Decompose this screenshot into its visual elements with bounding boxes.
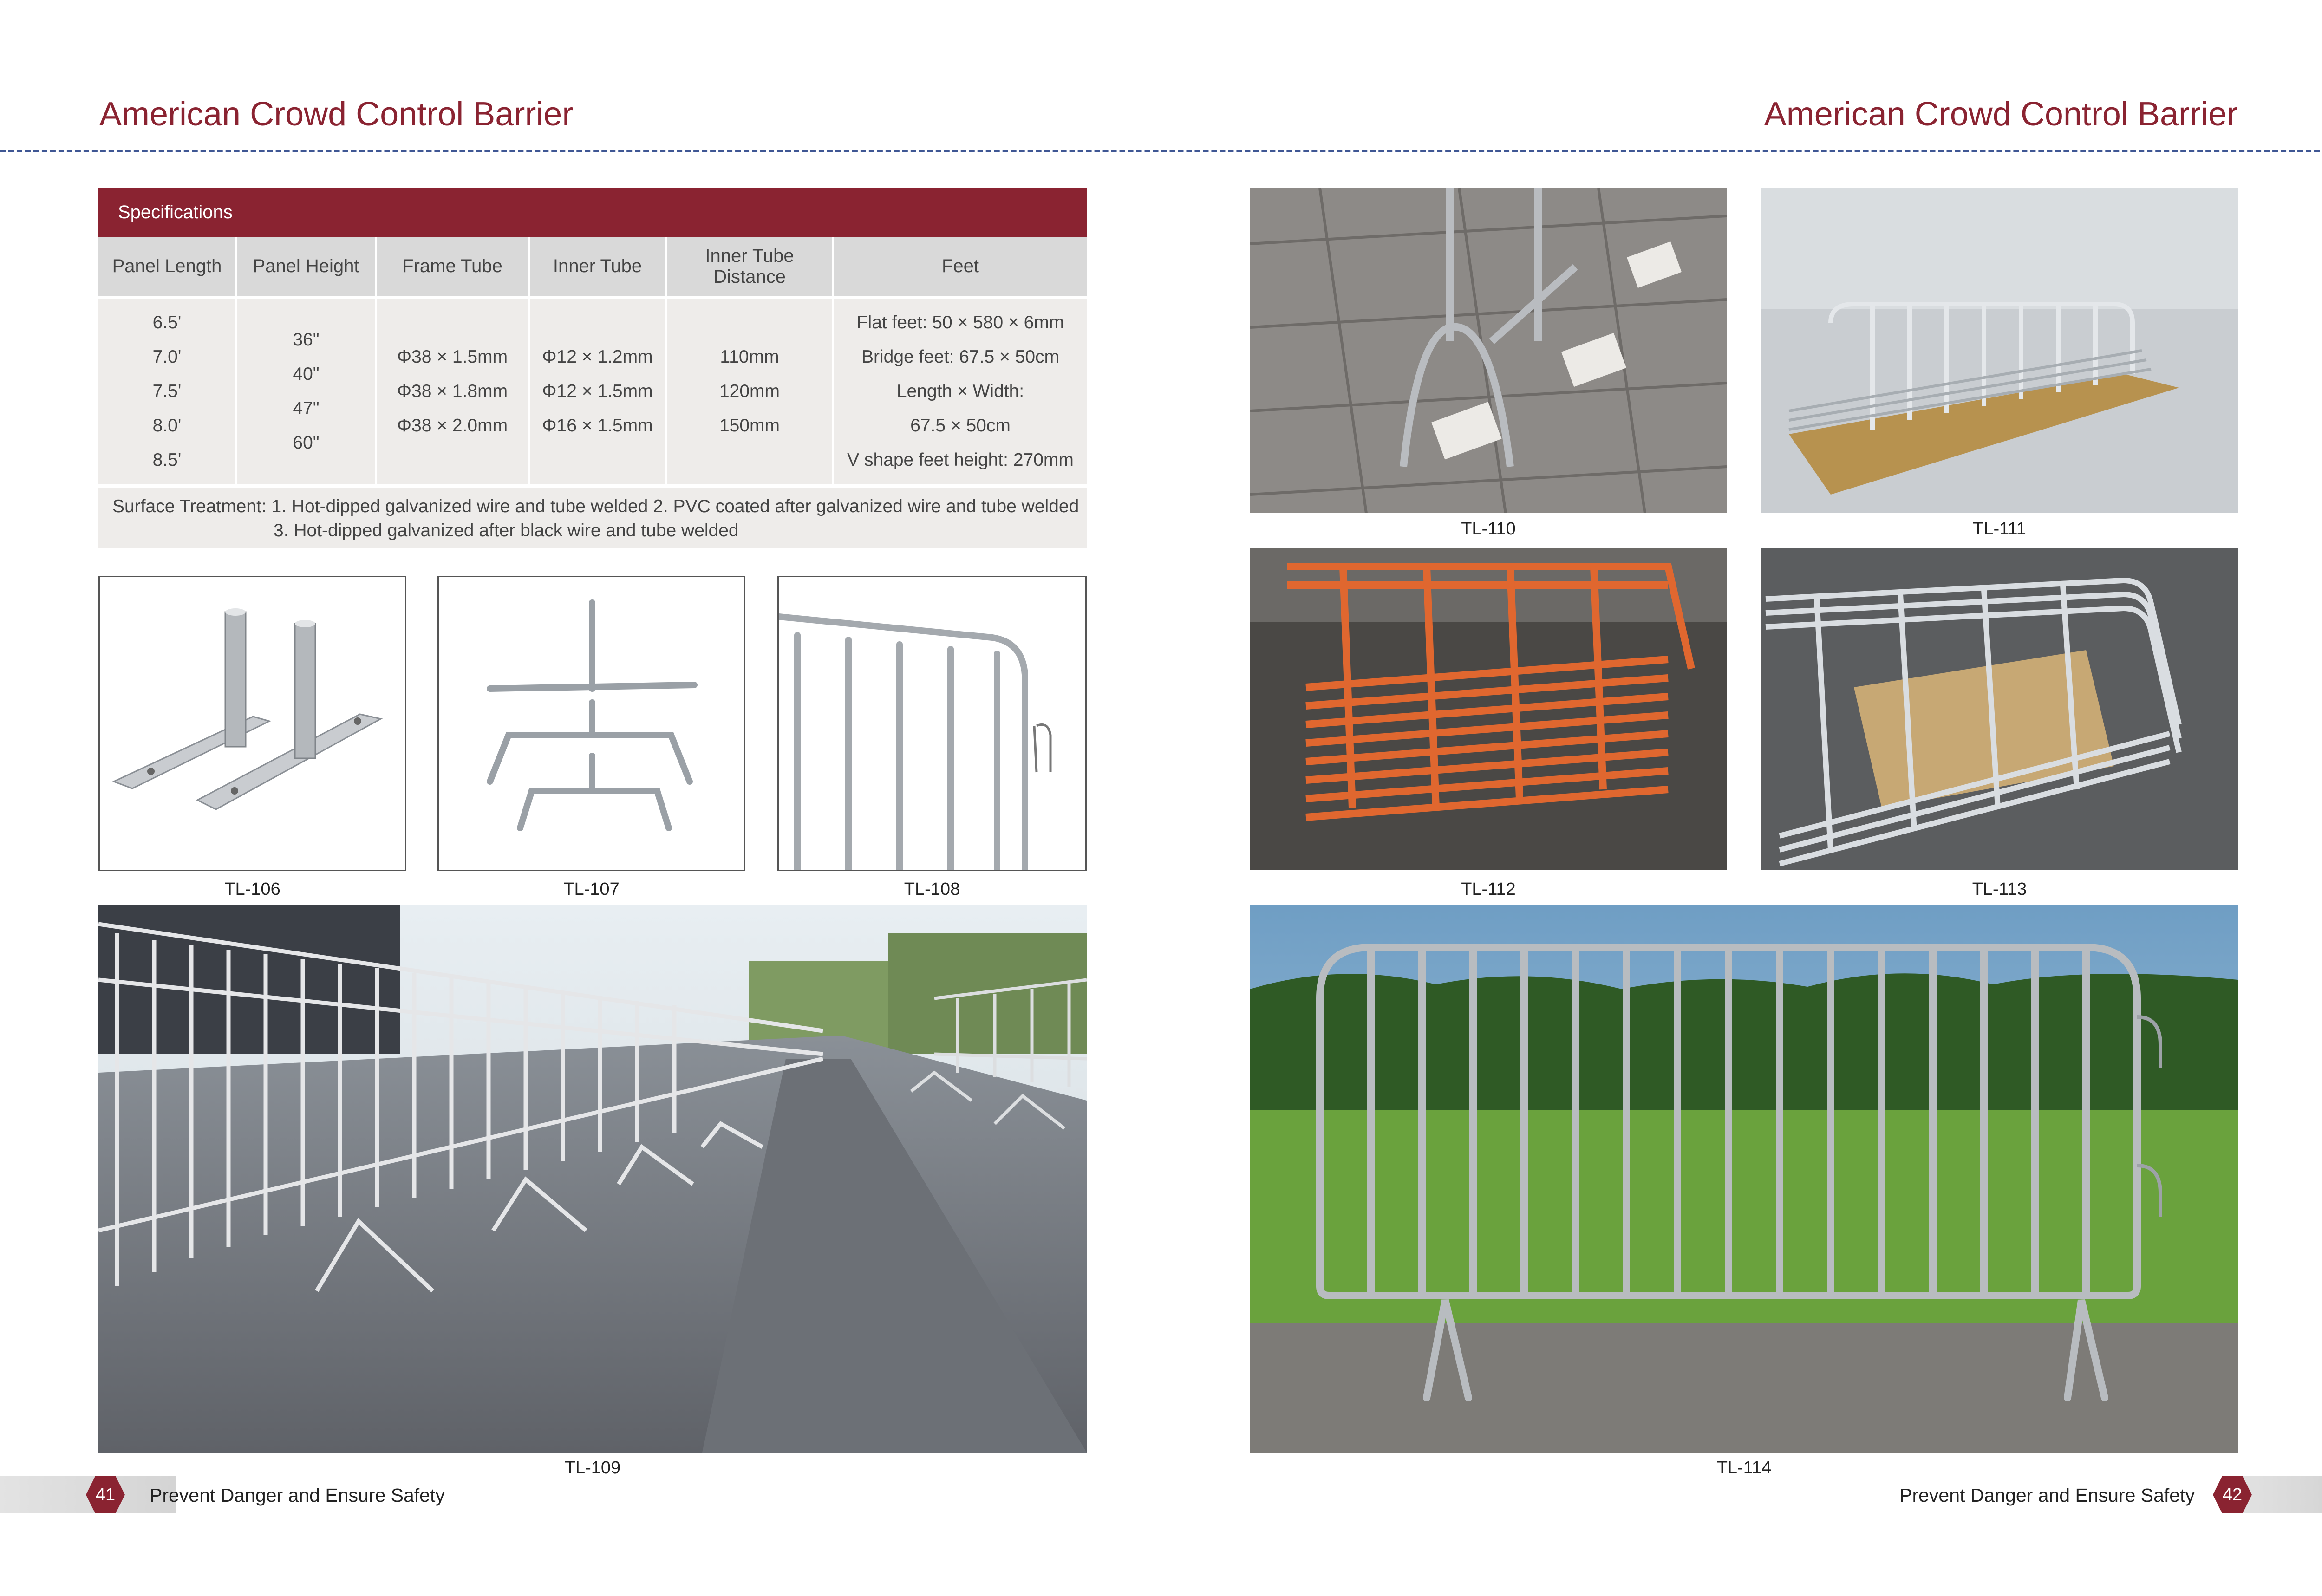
col-panel-length: Panel Length [98,237,236,297]
cell-panel-height [236,297,376,484]
caption-tl111: TL-111 [1973,519,2026,539]
spec-header-row [98,237,1087,297]
paving-barrier-photo [1250,188,1727,513]
col-inner-tube: Inner Tube [529,237,666,297]
bridge-feet-illustration [439,577,744,870]
product-photo-tl109 [98,905,1087,1453]
cell-inner-tube [529,297,666,484]
product-photo-tl110 [1250,188,1727,513]
feet-value: 67.5 × 50cm [910,416,1011,436]
product-photo-tl107 [437,576,745,871]
panel-length-value: 7.5' [152,381,182,401]
page-title-left: American Crowd Control Barrier [99,96,574,133]
panel-height-value: 40" [293,364,320,384]
panel-height-value: 47" [293,398,320,418]
product-photo-tl106 [98,576,406,871]
inner-tube-value: Φ12 × 1.2mm [542,347,653,367]
frame-tube-value: Φ38 × 1.5mm [397,347,508,367]
orange-barriers-photo [1250,548,1727,870]
page-number-right-text: 42 [2222,1485,2243,1505]
surface-treatment [98,484,1087,548]
inner-tube-value: Φ16 × 1.5mm [542,416,653,436]
feet-value: Length × Width: [896,381,1024,401]
col-inner-tube-distance: Inner Tube Distance [666,237,833,297]
product-photo-tl113 [1761,548,2238,870]
caption-tl113: TL-113 [1972,879,2027,899]
page-number-left-text: 41 [95,1485,116,1505]
page-title-right: American Crowd Control Barrier [1764,96,2238,133]
cell-inner-tube-distance [666,297,833,484]
col-feet: Feet [833,237,1087,297]
caption-tl107: TL-107 [563,879,620,899]
feet-value: V shape feet height: 270mm [847,450,1074,470]
cell-feet [833,297,1087,484]
feet-value: Bridge feet: 67.5 × 50cm [861,347,1059,367]
lawn-barrier-photo [1250,905,2238,1453]
caption-tl108: TL-108 [904,879,960,899]
footer-tagline-right: Prevent Danger and Ensure Safety [1899,1485,2195,1506]
panel-length-value: 6.5' [152,313,182,332]
spec-grid [98,237,1087,484]
galvanized-stack-photo [1761,548,2238,870]
feet-value: Flat feet: 50 × 580 × 6mm [856,313,1064,332]
col-panel-height: Panel Height [236,237,376,297]
specifications-table [98,188,1087,548]
inner-tube-value: Φ12 × 1.5mm [542,381,653,401]
page-number-left [85,1474,126,1515]
frame-tube-value: Φ38 × 2.0mm [397,416,508,436]
product-photo-tl108 [777,576,1087,871]
surface-treatment-line-2: 3. Hot-dipped galvanized after black wire and tube welded [274,521,739,541]
surface-treatment-line-1: Surface Treatment: 1. Hot-dipped galvanized wire and tube welded 2. PVC coated after galvanized wire and tube welded [112,496,1079,516]
flat-feet-illustration [100,577,405,870]
panel-length-value: 7.0' [152,347,182,367]
street-barrier-photo [98,905,1087,1453]
header-divider [0,150,2322,152]
product-photo-tl111 [1761,188,2238,513]
caption-tl114: TL-114 [1716,1458,1772,1478]
spec-value-row [98,297,1087,484]
frame-tube-value: Φ38 × 1.8mm [397,381,508,401]
cell-frame-tube [376,297,529,484]
caption-tl112: TL-112 [1461,879,1516,899]
caption-tl110: TL-110 [1461,519,1516,539]
caption-tl109: TL-109 [564,1458,621,1478]
inner-tube-distance-value: 150mm [719,416,780,436]
stacked-barriers-photo [1761,188,2238,513]
specifications-heading: Specifications [98,188,1087,237]
footer-tagline-left: Prevent Danger and Ensure Safety [150,1485,445,1506]
inner-tube-distance-value: 120mm [719,381,780,401]
panel-length-value: 8.0' [152,416,182,436]
product-photo-tl112 [1250,548,1727,870]
panel-height-value: 36" [293,330,320,350]
barrier-corner-illustration [779,577,1085,870]
panel-height-value: 60" [293,433,320,453]
caption-tl106: TL-106 [224,879,280,899]
page-number-right [2212,1474,2253,1515]
product-photo-tl114 [1250,905,2238,1453]
cell-panel-length [98,297,236,484]
col-frame-tube: Frame Tube [376,237,529,297]
panel-length-value: 8.5' [152,450,182,470]
inner-tube-distance-value: 110mm [720,347,779,367]
